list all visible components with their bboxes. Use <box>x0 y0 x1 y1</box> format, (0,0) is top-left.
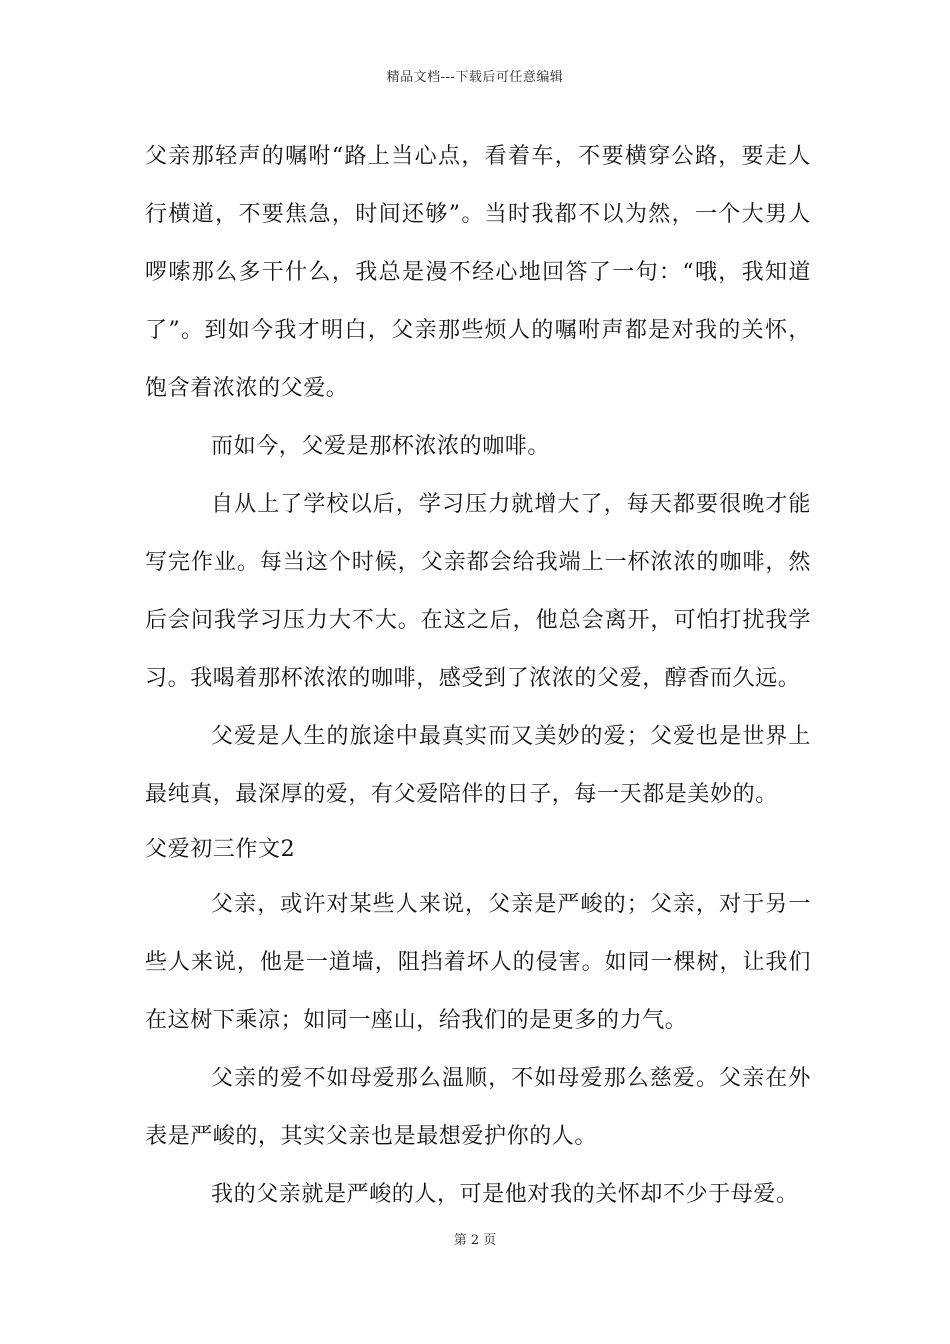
document-body <box>145 128 811 1224</box>
paragraph: 父爱是人生的旅途中最真实而又美妙的爱；父爱也是世界上最纯真，最深厚的爱，有父爱陪伴的日子，每一天都是美妙的。 <box>145 724 811 807</box>
paragraph: 我的父亲就是严峻的人，可是他对我的关怀却不少于母爱。 <box>211 1182 799 1207</box>
paragraph: 而如今，父爱是那杯浓浓的咖啡。 <box>211 434 551 459</box>
paragraph: 自从上了学校以后，学习压力就增大了，每天都要很晚才能写完作业。每当这个时候，父亲都会给我端上一杯浓浓的咖啡，然后会问我学习压力大不大。在这之后，他总会离开，可怕打扰我学习。我喝着那杯浓浓的咖啡，感受到了浓浓的父爱，醇香而久远。 <box>145 492 811 691</box>
paragraph: 父亲那轻声的嘱咐“路上当心点，看着车，不要横穿公路，要走人行横道，不要焦急，时间还够”。当时我都不以为然，一个大男人啰嗦那么多干什么，我总是漫不经心地回答了一句：“哦，我知道了”。到如今我才明白，父亲那些烦人的嘱咐声都是对我的关怀，饱含着浓浓的父爱。 <box>145 144 811 401</box>
page-number: 第 2 页 <box>453 1233 497 1248</box>
page-header: 精品文档---下载后可任意编辑 <box>386 70 564 85</box>
section-title: 父爱初三作文2 <box>145 837 296 862</box>
paragraph: 父亲，或许对某些人来说，父亲是严峻的；父亲，对于另一些人来说，他是一道墙，阻挡着坏人的侵害。如同一棵树，让我们在这树下乘凉；如同一座山，给我们的是更多的力气。 <box>145 892 811 1033</box>
paragraph: 父亲的爱不如母爱那么温顺，不如母爱那么慈爱。父亲在外表是严峻的，其实父亲也是最想爱护你的人。 <box>145 1066 811 1149</box>
